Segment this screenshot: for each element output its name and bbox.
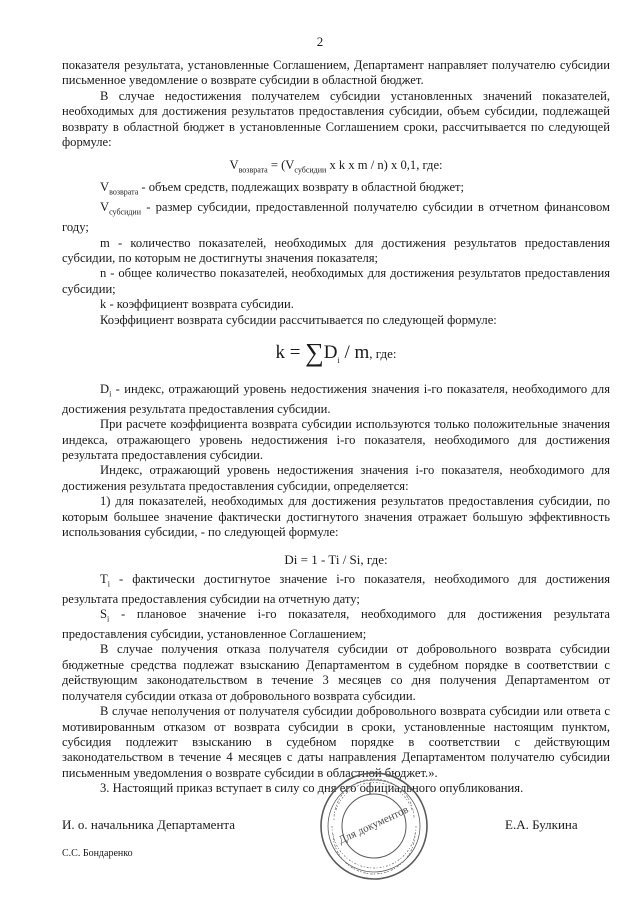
signer-position: И. о. начальника Департамента: [62, 817, 236, 832]
page-number: 2: [316, 34, 324, 49]
formula-k-d-sub: i: [337, 355, 340, 365]
document-body: [62, 58, 610, 797]
stamp-inner-ring: [342, 794, 406, 858]
formula-lhs: V: [229, 158, 239, 173]
def-symbol: S: [100, 607, 108, 622]
formula-k-rest: / m: [339, 342, 370, 364]
def-text: - размер субсидии, предоставленной получателю субсидии в отчетном финансовом году;: [62, 200, 610, 235]
definition-k: k - коэффициент возврата субсидии.: [100, 297, 294, 312]
definition-v-refund: [62, 180, 610, 200]
paragraph-item-1: 1) для показателей, необходимых для достижения результатов предоставления субсидии, по которым большее значение фактически достигнутого значения отражает большую эффективность использования субсидии, - по следующей формуле:: [62, 494, 610, 540]
definition-d: [62, 382, 610, 417]
def-text: - фактически достигнутое значение i-го показателя, необходимого для достижения результата предоставления субсидии на отчетную дату;: [62, 571, 610, 606]
paragraph-refusal: В случае получения отказа получателя субсидии от добровольного возврата субсидии бюджетные средства подлежат взысканию Департаментом в судебном порядке в соответствии с действующим законодательством в течение 3 месяцев со дня получения Департаментом от получателя субсидии отказа от добровольного возврата субсидии.: [62, 642, 610, 703]
def-symbol-sub: i: [107, 579, 110, 589]
definition-n: n - общее количество показателей, необходимых для достижения результатов предоставления субсидии;: [62, 266, 610, 296]
def-symbol: V: [100, 200, 110, 215]
sum-symbol: ∑: [305, 338, 324, 368]
formula-k: [62, 338, 610, 372]
def-symbol: V: [100, 180, 110, 195]
paragraph-2: В случае недостижения получателем субсидии установленных значений показателей, необходимых для достижения результатов предоставления субсидии, объем субсидии, подлежащей возврату в областной бюджет в установленные Соглашением сроки, рассчитывается по следующей формуле:: [62, 88, 610, 150]
stamp-center-text: Для документов: [336, 803, 411, 847]
paragraph-3: 3. Настоящий приказ вступает в силу со дня его официального опубликования.: [100, 781, 524, 796]
def-text: - плановое значение i-го показателя, необходимого для достижения результата предоставления субсидии, установленное Соглашением;: [62, 607, 610, 642]
formula-sub2: субсидии: [294, 165, 327, 175]
definition-s: [62, 607, 610, 642]
def-symbol-sub: i: [109, 389, 112, 399]
def-symbol-sub: возврата: [109, 187, 139, 197]
paragraph-1: показателя результата, установленные Соглашением, Департамент направляет получателю субсидии письменное уведомление о возврате субсидии в областной бюджет.: [62, 58, 610, 88]
def-symbol: T: [100, 571, 108, 586]
def-text: - индекс, отражающий уровень недостижения значения i-го показателя, необходимого для достижения результата предоставления субсидии.: [62, 381, 610, 416]
formula-rest: x k x m / n) x 0,1, где:: [326, 158, 443, 173]
definition-v-subsidy: [62, 200, 610, 235]
formula-refund: [62, 158, 610, 178]
def-symbol: D: [100, 381, 110, 396]
formula-di: Di = 1 - Ti / Si, где:: [284, 552, 388, 568]
formula-eq: = (V: [267, 158, 295, 173]
paragraph-index: Индекс, отражающий уровень недостижения значения i-го показателя, необходимого для достижения результата предоставления субсидии, определяется:: [62, 463, 610, 493]
def-symbol-sub: i: [107, 614, 110, 624]
executor-name: С.С. Бондаренко: [62, 848, 133, 859]
formula-k-tail: , где:: [369, 346, 397, 362]
formula-k-d: D: [323, 342, 338, 364]
definition-m: m - количество показателей, необходимых для достижения результатов предоставления субсидии, по которым не достигнуты значения показателя;: [62, 235, 610, 266]
formula-lhs-sub: возврата: [238, 165, 268, 175]
k-intro: Коэффициент возврата субсидии рассчитывается по следующей формуле:: [100, 312, 497, 327]
def-symbol-sub: субсидии: [109, 207, 141, 217]
formula-k-lhs: k =: [275, 342, 306, 364]
signer-name: Е.А. Булкина: [505, 817, 578, 832]
definition-t: [62, 572, 610, 607]
paragraph-positive: При расчете коэффициента возврата субсидии используются только положительные значения индекса, отражающего уровень недостижения i-го показателя, необходимого для достижения результата предоставления субсидии.: [62, 417, 610, 462]
paragraph-nonreceipt: В случае неполучения от получателя субсидии добровольного возврата субсидии или ответа с мотивированным отказом от возврата субсидии в сроки, установленные настоящим пунктом, субсидия подлежит взысканию в судебном порядке в соответствии с действующим законодательством в течение 4 месяцев с даты направления Департаментом получателю субсидии письменным уведомления о возврате субсидии в областной бюджет.».: [62, 704, 610, 780]
def-text: - объем средств, подлежащих возврату в областной бюджет;: [138, 180, 465, 195]
